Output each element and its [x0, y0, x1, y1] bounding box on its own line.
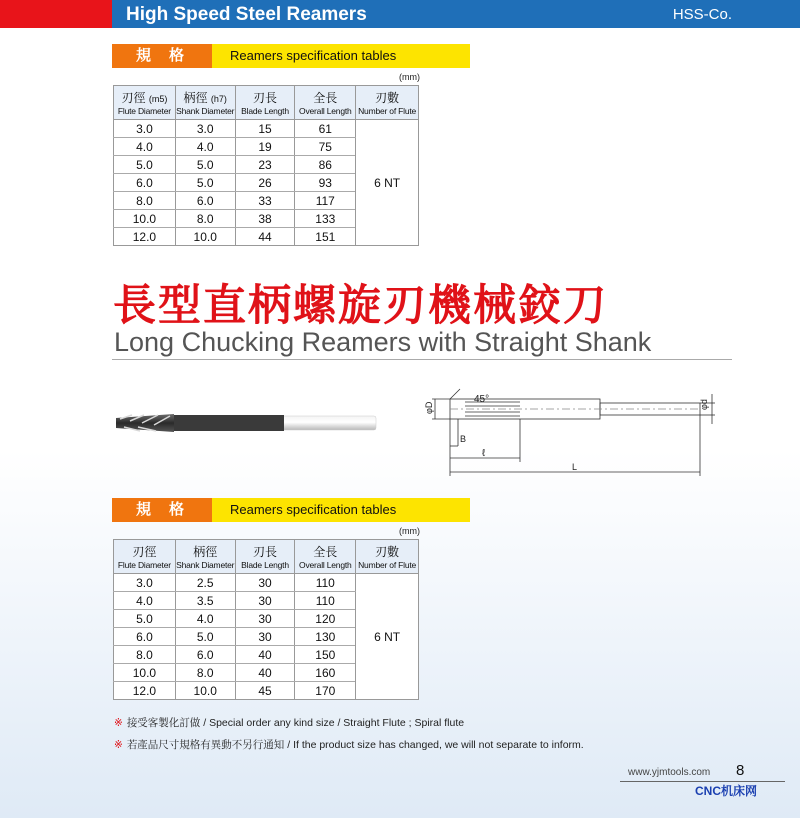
table-cell: 133 [295, 210, 356, 228]
unit-label: (mm) [399, 72, 420, 82]
l-label: ℓ [482, 448, 486, 459]
title-divider [112, 359, 732, 360]
table-cell: 8.0 [175, 210, 235, 228]
table-cell: 86 [295, 156, 356, 174]
table-cell: 130 [295, 628, 356, 646]
table-cell: 4.0 [175, 610, 235, 628]
spec-band-1 [112, 44, 470, 68]
col-blade-length: 刃長 Blade Length [235, 540, 295, 574]
table-cell: 3.0 [114, 574, 176, 592]
angle-label: 45° [474, 394, 490, 405]
spec-band-en: Reamers specification tables [230, 502, 397, 517]
col-overall-length: 全長 Overall Length [295, 540, 356, 574]
table-cell: 110 [295, 592, 356, 610]
table-cell: 30 [235, 628, 295, 646]
table-cell: 38 [235, 210, 295, 228]
spec-band-cjk: 規格 [112, 44, 212, 68]
product-title-en: Long Chucking Reamers with Straight Shank [114, 327, 652, 357]
phid-label: φd [699, 399, 709, 410]
table-cell: 10.0 [175, 228, 235, 246]
watermark: CNC机床网 [695, 784, 757, 798]
table-cell: 4.0 [114, 138, 176, 156]
table-cell: 30 [235, 610, 295, 628]
table-cell: 110 [295, 574, 356, 592]
unit-label: (mm) [399, 526, 420, 536]
col-number-of-flute: 刃數 Number of Flute [356, 86, 419, 120]
table-row [114, 574, 419, 592]
col-blade-length: 刃長 Blade Length [235, 86, 295, 120]
table-cell: 120 [295, 610, 356, 628]
table-cell: 30 [235, 592, 295, 610]
spec-band-cjk: 規格 [112, 498, 212, 522]
table-cell: 6.0 [114, 174, 176, 192]
table-row [114, 120, 419, 138]
flute-count-cell: 6 NT [356, 120, 419, 246]
table-cell: 10.0 [114, 664, 176, 682]
table-cell: 8.0 [114, 646, 176, 664]
note-size-change: ※ 若產品尺寸規格有異動不另行通知 / If the product size has changed, we will not separate to inform. [114, 739, 584, 751]
table-cell: 93 [295, 174, 356, 192]
table-cell: 10.0 [175, 682, 235, 700]
table-cell: 5.0 [114, 156, 176, 174]
table-cell: 160 [295, 664, 356, 682]
phiD-label: φD [424, 401, 434, 414]
col-number-of-flute: 刃數 Number of Flute [356, 540, 419, 574]
table-cell: 151 [295, 228, 356, 246]
table-cell: 45 [235, 682, 295, 700]
flute-count-cell: 6 NT [356, 574, 419, 700]
table-cell: 12.0 [114, 228, 176, 246]
table-cell: 12.0 [114, 682, 176, 700]
table-header-row [114, 86, 419, 120]
page-number: 8 [736, 762, 745, 779]
table-cell: 40 [235, 664, 295, 682]
reamer-photo [112, 404, 378, 444]
table-cell: 33 [235, 192, 295, 210]
table-cell: 6.0 [175, 646, 235, 664]
col-overall-length: 全長 Overall Length [295, 86, 356, 120]
header-title: High Speed Steel Reamers [126, 4, 367, 25]
header-brand: HSS-Co. [672, 6, 732, 23]
table-cell: 4.0 [114, 592, 176, 610]
table-cell: 117 [295, 192, 356, 210]
table-cell: 23 [235, 156, 295, 174]
table-cell: 44 [235, 228, 295, 246]
table-cell: 8.0 [175, 664, 235, 682]
col-shank-diameter: 柄徑 (h7) Shank Diameter [175, 86, 235, 120]
table-cell: 6.0 [175, 192, 235, 210]
spec-band-en: Reamers specification tables [230, 48, 397, 63]
table-cell: 5.0 [175, 628, 235, 646]
table-cell: 19 [235, 138, 295, 156]
note-custom-order: ※ 接受客製化訂做 / Special order any kind size / Straight Flute ; Spiral flute [114, 717, 465, 729]
website-url: www.yjmtools.com [628, 767, 711, 778]
L-label: L [572, 462, 578, 472]
B-label: B [460, 434, 467, 444]
table-cell: 61 [295, 120, 356, 138]
product-title-cjk: 長型直柄螺旋刃機械鉸刀 [113, 282, 608, 330]
header-red-block [0, 0, 112, 28]
table-cell: 5.0 [114, 610, 176, 628]
spec-table-1 [113, 85, 419, 246]
table-cell: 40 [235, 646, 295, 664]
table-cell: 8.0 [114, 192, 176, 210]
table-cell: 150 [295, 646, 356, 664]
table-cell: 10.0 [114, 210, 176, 228]
table-cell: 26 [235, 174, 295, 192]
table-cell: 5.0 [175, 156, 235, 174]
spec-table-2 [113, 539, 419, 700]
col-shank-diameter: 柄徑 Shank Diameter [175, 540, 235, 574]
table-header-row [114, 540, 419, 574]
table-cell: 6.0 [114, 628, 176, 646]
col-flute-diameter: 刃徑 Flute Diameter [114, 540, 176, 574]
table-cell: 15 [235, 120, 295, 138]
table-cell: 2.5 [175, 574, 235, 592]
table-cell: 170 [295, 682, 356, 700]
reamer-technical-drawing [420, 384, 720, 478]
table-cell: 3.0 [175, 120, 235, 138]
table-cell: 4.0 [175, 138, 235, 156]
spec-band-2 [112, 498, 470, 522]
table-cell: 3.0 [114, 120, 176, 138]
table-cell: 3.5 [175, 592, 235, 610]
col-flute-diameter: 刃徑 (m5) Flute Diameter [114, 86, 176, 120]
table-cell: 30 [235, 574, 295, 592]
table-cell: 5.0 [175, 174, 235, 192]
table-cell: 75 [295, 138, 356, 156]
